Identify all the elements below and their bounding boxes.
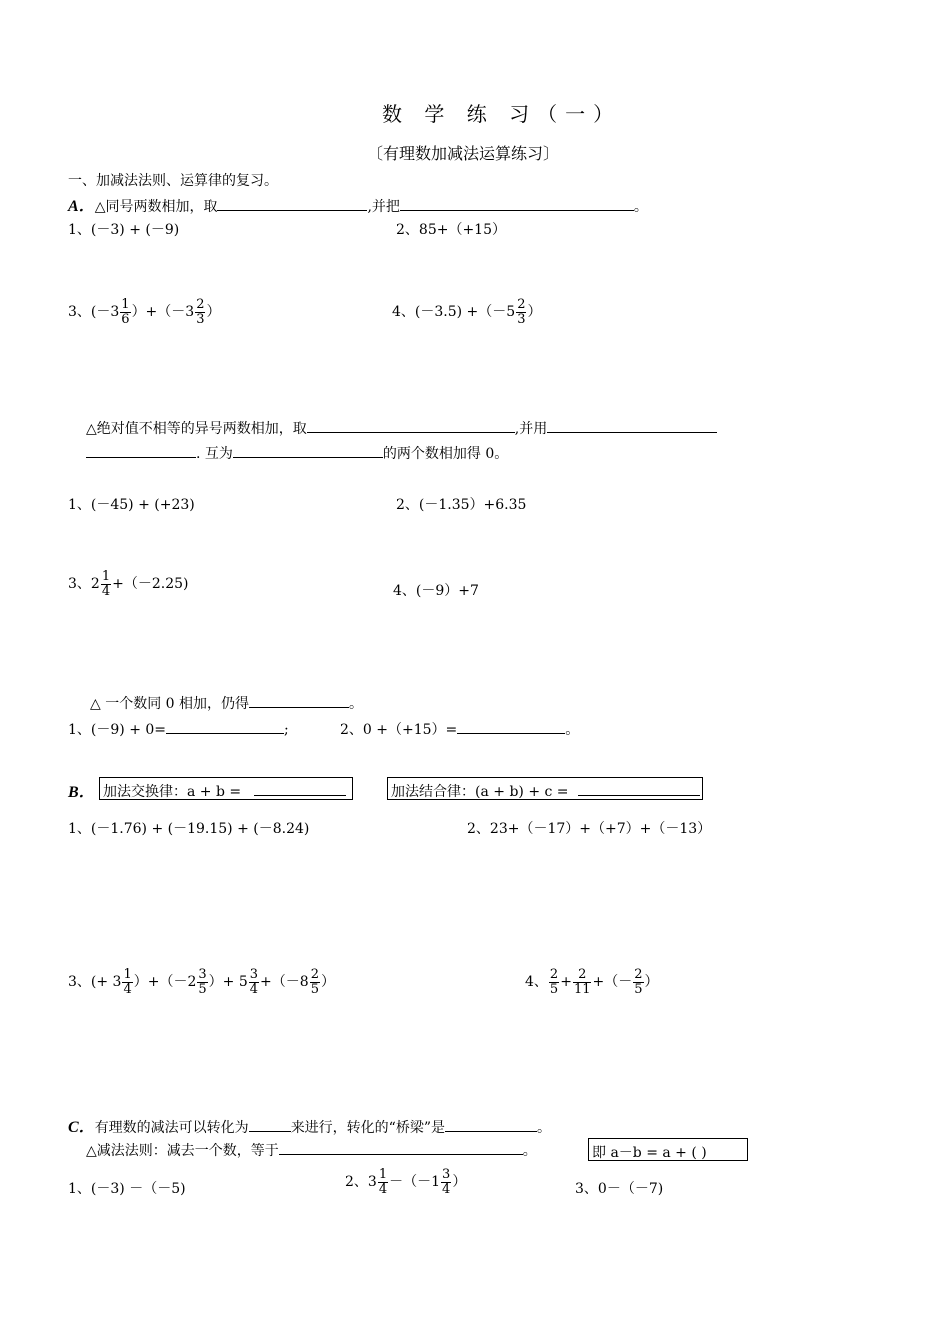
fraction (249, 968, 259, 996)
fill-blank[interactable] (166, 721, 284, 734)
rule-zero (90, 693, 363, 713)
rule-same-sign (68, 193, 648, 216)
section-c-label: C． (68, 1119, 95, 1136)
fill-blank[interactable] (279, 1142, 523, 1155)
rule-text: 来进行，转化的“桥梁”是 (290, 1120, 446, 1136)
denominator: 5 (634, 981, 643, 997)
section-b-letter: B． (68, 784, 95, 801)
denominator: 5 (549, 981, 559, 997)
numerator: 2 (196, 297, 205, 312)
expr-text: 2、3 (345, 1174, 377, 1191)
expr-text: ）+ 5 (208, 974, 248, 991)
problem-a9 (68, 719, 289, 739)
expr-text: ）+（－2 (133, 974, 197, 991)
denominator: 11 (573, 981, 591, 997)
numerator: 3 (249, 967, 259, 982)
expr-text: 2、0 +（+15）= (340, 722, 458, 738)
expr-text: + (560, 974, 572, 991)
rule-text: 。 (522, 1143, 537, 1159)
fraction (633, 968, 643, 996)
expr-text: ） (320, 974, 335, 991)
fill-blank[interactable] (86, 445, 196, 458)
fraction (101, 570, 111, 598)
expr-text: 1、(－9) + 0= (68, 722, 167, 738)
expr-text: 。 (565, 722, 580, 738)
expr-text: ） (527, 304, 542, 321)
numerator: 3 (198, 967, 207, 982)
section-a-label: A． (68, 198, 95, 215)
commutative-law-box (99, 777, 353, 800)
numerator: 1 (378, 1167, 388, 1182)
problem-a5: 1、(－45) + (+23) (68, 497, 195, 513)
rule-text: 。 (537, 1120, 552, 1136)
fill-blank[interactable] (254, 783, 346, 796)
expr-text: 3、(－3 (68, 304, 120, 321)
expr-text: ） (452, 1174, 467, 1191)
fraction (549, 968, 559, 996)
numerator: 2 (573, 968, 592, 983)
page-title: 数 学 练 习（一） (382, 102, 622, 126)
expr-text: ）+（－3 (131, 304, 195, 321)
problem-a3 (68, 298, 220, 326)
formula-text: 即 a－b = a + ( ) (592, 1145, 707, 1161)
rule-text: △减法法则：减去一个数，等于 (86, 1143, 279, 1159)
denominator: 4 (442, 1181, 451, 1197)
problem-a7 (68, 570, 188, 598)
subtraction-rule (86, 1140, 537, 1160)
numerator: 1 (101, 569, 111, 584)
page-subtitle: 〔有理数加减法运算练习〕 (367, 144, 560, 163)
expr-text: +（－2.25) (112, 576, 189, 593)
fill-blank[interactable] (400, 198, 634, 211)
fraction (378, 1168, 388, 1196)
fraction (516, 298, 526, 326)
numerator: 2 (634, 967, 643, 982)
denominator: 4 (378, 1181, 388, 1197)
denominator: 5 (198, 981, 207, 997)
denominator: 4 (101, 583, 111, 599)
numerator: 1 (123, 967, 132, 982)
fill-blank[interactable] (217, 198, 367, 211)
expr-text: 4、(－3.5) +（－5 (392, 304, 516, 321)
rule-text: 有理数的减法可以转化为 (94, 1120, 249, 1136)
fraction (122, 968, 132, 996)
subtraction-intro (68, 1114, 551, 1137)
rule-text: . 互为 (196, 446, 233, 462)
rule-text: △ 一个数同 0 相加，仍得 (90, 696, 250, 712)
denominator: 4 (249, 981, 259, 997)
problem-b2: 2、23+（－17）+（+7）+（－13） (467, 821, 712, 837)
problem-b3 (68, 968, 335, 996)
denominator: 3 (196, 311, 205, 327)
fraction (310, 968, 320, 996)
fill-blank[interactable] (578, 783, 700, 796)
rule-text: 。 (349, 696, 364, 712)
rule-diff-sign (86, 418, 717, 438)
expr-text: －（－1 (389, 1174, 441, 1191)
fill-blank[interactable] (307, 420, 515, 433)
expr-text: 3、(+ 3 (68, 974, 122, 991)
problem-a10 (340, 719, 579, 739)
rule-text: 的两个数相加得 0。 (382, 446, 509, 462)
expr-text: 3、2 (68, 576, 100, 593)
problem-b4 (525, 968, 659, 996)
numerator: 2 (310, 967, 319, 982)
denominator: 4 (123, 981, 132, 997)
denominator: 5 (310, 981, 319, 997)
numerator: 3 (442, 1167, 451, 1182)
problem-c2 (345, 1168, 466, 1196)
section-b-label (68, 779, 95, 802)
problem-a8: 4、(－9）+7 (393, 583, 479, 599)
rule-text: △同号两数相加，取 (94, 199, 218, 215)
law-text: 加法交换律：a + b = (103, 784, 242, 800)
numerator: 2 (517, 297, 526, 312)
expr-text: ） (644, 974, 659, 991)
expr-text: ） (206, 304, 221, 321)
section-heading: 一、加减法法则、运算律的复习。 (68, 173, 278, 189)
problem-a1: 1、(－3) + (－9) (68, 222, 180, 238)
denominator: 6 (121, 311, 130, 327)
expr-text: 4、 (525, 974, 548, 991)
numerator: 1 (121, 297, 130, 312)
fraction (195, 298, 205, 326)
rule-text: 。 (633, 199, 648, 215)
rule-text: ,并把 (367, 199, 400, 215)
expr-text: ; (284, 722, 289, 738)
problem-c3: 3、0－（－7) (575, 1181, 664, 1197)
fraction (573, 968, 592, 996)
fill-blank[interactable] (249, 1119, 291, 1132)
fraction (120, 298, 130, 326)
fill-blank[interactable] (457, 721, 565, 734)
problem-a4 (392, 298, 541, 326)
problem-a6: 2、(－1.35）+6.35 (396, 497, 527, 513)
rule-opposite (86, 443, 508, 463)
fill-blank[interactable] (233, 445, 383, 458)
numerator: 2 (549, 967, 559, 982)
fill-blank[interactable] (547, 420, 717, 433)
rule-text: △绝对值不相等的异号两数相加，取 (86, 421, 307, 437)
fraction (441, 1168, 451, 1196)
denominator: 3 (517, 311, 526, 327)
expr-text: +（－8 (260, 974, 309, 991)
fraction (197, 968, 207, 996)
problem-b1: 1、(－1.76) + (－19.15) + (－8.24) (68, 821, 310, 837)
rule-text: ,并用 (514, 421, 548, 437)
associative-law-box (387, 777, 703, 800)
expr-text: +（－ (592, 974, 633, 991)
subtraction-formula-box (588, 1138, 748, 1161)
problem-a2: 2、85+（+15） (396, 222, 506, 238)
fill-blank[interactable] (445, 1119, 537, 1132)
fill-blank[interactable] (249, 695, 349, 708)
problem-c1: 1、(－3) －（－5) (68, 1181, 186, 1197)
law-text: 加法结合律：(a + b) + c = (391, 784, 569, 800)
